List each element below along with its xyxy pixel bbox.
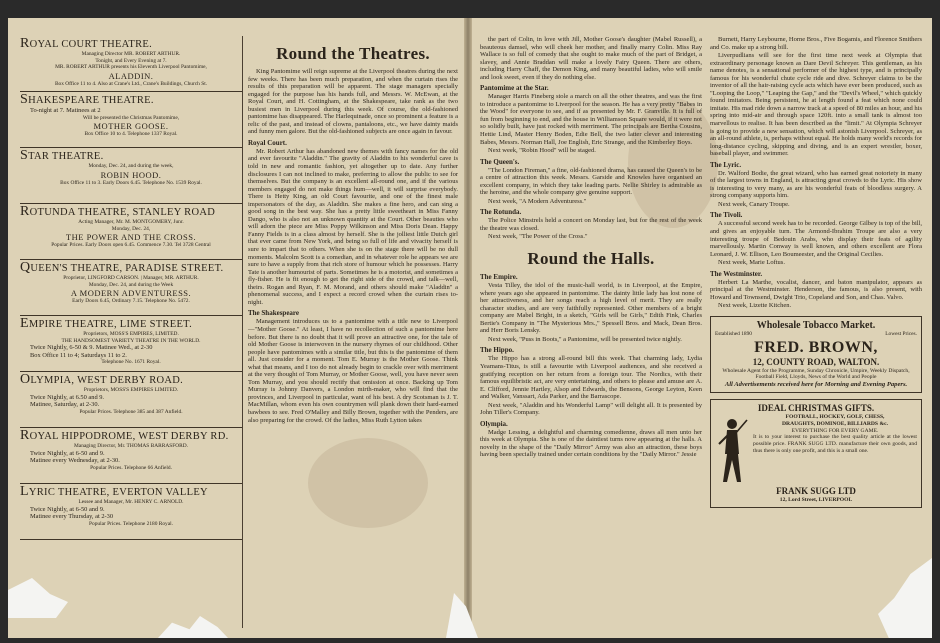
theatre-info-line: Will be presented the Christmas Pantomime,: [82, 114, 180, 121]
article-paragraph: The Hippo has a strong all-round bill this week. That charming lady, Lydia Yeamans-Titus, is still a favourite with Liverpool audiences, and she received a gratifying reception on her return from a foreign tour. The Nordics, with their famous equilibristic act, are very entertaining, and others to please and amuse are A. E. Clifford, Jennie Hartley, Alsop and Edwards, the Bensons, George Leyton, Keen and Walker, Vanssart, Ada Parker, and the Barrascope.: [480, 355, 702, 401]
ad-sugg-line1: FOOTBALL, HOCKEY, GOLF, CHESS,: [785, 414, 885, 421]
article-paragraph: Mr. Robert Arthur has abandoned new themes with fancy names for the old and ever favourite "Aladdin." The gravity of Aladdin to his wonderful cave is told in new and romantic fashion, yet altogether up to date. Any further disclosures I can not inclined to make, preferring to allow the public to see for themselves. But the company is an excellent all-round one, and if the various members engaged do not make things hum—well, it will surprise everybody. There is Hetty King, an old Court favourite, and one of the finest male impersonators of the day, as Aladdin. She makes a fine hero, and can sing a good song in the best way. She has a pretty little sweetheart in Miss Fanny Dango, who is also not an unknown quantity at the Court. Other beauties who will adorn the piece are Miss Poppy Wilkinson and Miss Doris Dean. Happy Fanny Fields is in a class almost by herself. She is the jolliest little Dutch girl that ever came from New York, and being so full of life and vivacity herself is sure to impart that to others. When she is on the stage there will be no dull moments. Malcolm Scott is a comedian, and in whatever role he appears we are sure to have a supply from that rich store of humour which he possesses. Harry Tate is another humourist of parts. Sometimes he is a motorist, and sometimes a fly-fisher. He is fit enough to get the right side of the crowd, and talk—well, theirs. Rogan and Ryan, F. M. Morand, and others should make "Aladdin" a phenomenal success, and I expect a record crowd when the curtain rises to-night.: [248, 147, 458, 306]
section-heading: The Lyric.: [710, 160, 742, 169]
theatre-info-line: Managing Director, Mr. THOMAS BARRASFORD.: [74, 443, 188, 449]
theatre-info-line: Matinee every Wednesday, at 2-30.: [30, 457, 120, 465]
theatre-name: OLYMPIA, WEST DERBY ROAD.: [20, 372, 184, 387]
article-paragraph: A successful second week has to be recorded. George Gilbey is top of the bill, and gives an enjoyable turn. The Armond-Ibrahim Troupe are also a very interesting troupe of Bedouin Arabs, who display their feats of agility marvellously. Martin Conway is well known, and others excellent are Flora Leonard, J. W. Ellison, Leo Boumeester, and the Original Cecilies.: [710, 220, 922, 258]
theatre-info-line: Proprietors, MOSS'S EMPIRES, LIMITED.: [83, 331, 179, 337]
theatre-info-line: Twice Nightly, at 6-50 and 9.: [30, 505, 105, 513]
section-heading: The Queen's.: [480, 157, 520, 166]
ad-sugg-headline: IDEAL CHRISTMAS GIFTS.: [757, 403, 875, 414]
newspaper-spread: [8, 18, 932, 638]
section-heading: The Rotunda.: [480, 208, 522, 217]
theatre-info-line: Monday, Dec. 24,: [111, 225, 151, 232]
ad-sugg-line3: EVERYTHING FOR EVERY GAME.: [791, 427, 879, 434]
ad-brown-desc: Wholesale Agent for the Programme, Sunday Chronicle, Umpire, Weekly Dispatch, Football Field, Lloyds, News of the World and People: [722, 367, 910, 381]
ad-brown-address: 12, COUNTY ROAD, WALTON.: [752, 356, 880, 367]
theatre-show-title: ROBIN HOOD.: [100, 169, 162, 180]
ad-sugg-name: FRANK SUGG LTD: [776, 486, 856, 497]
halls-column: [480, 36, 702, 628]
article-paragraph: Burnett, Harry Leybourne, Horne Bros., Five Bogamis, and Florence Smithers and Co. make up a strong bill.: [710, 36, 922, 51]
theatre-name: SHAKESPEARE THEATRE.: [20, 92, 154, 107]
left-page: [8, 18, 466, 638]
theatre-info-line: Tonight, and Every Evening at 7.: [95, 57, 167, 64]
theatres-heading: Round the Theatres.: [276, 44, 430, 63]
article-paragraph: Vesta Tilley, the idol of the music-hall world, is in Liverpool, at the Empire, where years ago she appeared in pantomime. The dainty little lady has lost none of her attractiveness, and her songs reach a high level of merit. They are really character studies, and are very faithfully represented. Other members of a bright company are Mabel Bright, in a sketch, "Girls will be Girls," Edith Fink, Charles Bertie's Company in "The Mysterious Mrs.," Spessell Bros. and Mack, Dean Bros. and Herr Boris Lensky.: [480, 282, 702, 335]
article-paragraph: Next week, "The Power of the Cross.": [488, 233, 588, 241]
theatre-info-line: Acting Manager, Mr. M. MONTGOMERY, Junr.: [78, 219, 184, 225]
theatre-footer: Early Doors 6.45, Ordinary 7.15. Telephone No. 5472.: [72, 298, 190, 305]
ad-brown-tagline: All Advertisements received here for Morning and Evening Papers.: [724, 381, 908, 389]
theatre-name: STAR THEATRE.: [20, 148, 104, 163]
theatre-listing: [20, 92, 242, 148]
theatre-show-title: THE POWER AND THE CROSS.: [65, 232, 197, 243]
theatre-show-title: ALADDIN.: [108, 70, 154, 81]
theatre-listing: [20, 36, 242, 92]
theatre-listing: [20, 204, 242, 260]
theatre-info-line: Managing Director MR. ROBERT ARTHUR.: [81, 51, 181, 57]
theatre-info-line: Matinee every Thursday, at 2-30: [30, 513, 114, 521]
theatre-info-line: Lessee and Manager, Mr. HENRY C. ARNOLD.: [78, 499, 184, 505]
section-heading: Olympia.: [480, 419, 508, 428]
theatre-info-line: MR. ROBERT ARTHUR presents his Eleventh Liverpool Pantomime,: [55, 64, 207, 71]
theatre-info-line: Monday, Dec. 24, and during the Week: [88, 281, 174, 288]
theatre-name: ROYAL HIPPODROME, WEST DERBY RD.: [20, 428, 229, 443]
section-heading: The Shakespeare: [248, 309, 300, 318]
theatres-article: [248, 36, 458, 628]
ad-sugg-desc: It is to your interest to purchase the best quality article at the lowest possible price. FRANK SUGG LTD. manufacture their own goods, and thus there is only one profit, and this is a small one.: [753, 434, 917, 455]
article-paragraph: Manager Harris Fineberg stole a march on all the other theatres, and was the first to introduce a pantomime to Liverpool for the season. He has a very pretty "Babes in the Wood" for everyone to see, and if as presented by Mr. F. Granville. It is full of fun from beginning to end, and the house in Williamson Square would, if it were not so solidly built, have just rocked with merriment. The principals are Bertha Cousins, Hettie Lind, Master Henry Boden, Edie Bell, the two latter clever and interesting Babes, Messrs. Norman Hall, Joe English, Eric Strange, and the Kimberley Boys.: [480, 93, 702, 146]
theatre-name: EMPIRE THEATRE, LIME STREET.: [20, 316, 193, 331]
theatre-name: ROTUNDA THEATRE, STANLEY ROAD: [20, 204, 216, 219]
theatre-listing: [20, 484, 242, 540]
section-heading: The Westminster.: [710, 269, 763, 278]
theatre-footer: Box Office 10 to 4. Telephone 1337 Royal.: [84, 131, 178, 138]
article-paragraph: Next week, Marie Loftus.: [718, 259, 785, 267]
theatre-info-line: Proprietor, LINGFORD CARSON. | Manager, MR. ARTHUR.: [63, 275, 199, 281]
theatre-name: QUEEN'S THEATRE, PARADISE STREET.: [20, 260, 224, 275]
theatre-listing: [20, 428, 242, 484]
ad-brown-name: FRED. BROWN,: [754, 338, 878, 356]
article-paragraph: Next week, Lizette Kitchen.: [718, 302, 792, 310]
theatre-footer: Popular Prices. Telephone 385 and 387 Anfield.: [79, 408, 183, 415]
frank-sugg-ad: [710, 399, 922, 508]
halls-heading: Round the Halls.: [527, 249, 655, 269]
theatre-info-line: Twice Nightly, at 6-50 and 9.: [30, 449, 105, 457]
article-paragraph: Madge Lessing, a delightful and charming comedienne, draws all men unto her this week at Olympia. She is one of the daintiest turns now appearing at the halls. A novelty in the shape of the "Daily Mirror" Army was also an attraction, these boys having been specially trained under certain conditions by the "Daily Mirror." Jessie: [480, 428, 702, 459]
theatre-listing: [20, 316, 242, 372]
article-paragraph: Management introduces us to a pantomime with a title new to Liverpool—"Mother Goose." At least, I have no recollection of such a pantomime here before. But there is no doubt that it will prove an attractive one, for the tale of old Mother Goose is interwoven in the nursery rhymes of our childhood. Other people have pantomimes with a similar title, but this is the pantomime of them all. Just consider for a moment. Tom E. Murray is the Mother Goose. Think what that means, and I too do not already begin to crackle over with merriment at the very thought of Tom Murray, or Mother Goose, well, you have never seen Tom Murray, and you should rectify that omission at once. Backing up Tom Murray is Johnny Danvers, a London mirth-maker, who will find that the provinces, and Liverpool in particular, want of his best. A dry Scotsman is J. T. MacMillan, whom even his own countrymen will plank down their hard-earned bawbees to see. Fred O'Malley and Billy Brown, together with the Penders, are also preparing for the crowd. Of the ladies, Miss Ruth Lytton takes: [248, 318, 458, 424]
ad-brown-established: Established 1890: [715, 330, 752, 337]
theatre-info-line: THE HANDSOMEST VARIETY THEATRE IN THE WORLD.: [61, 337, 201, 344]
article-paragraph: Next week, "Aladdin and his Wonderful Lamp" will delight all. It is presented by John Tiller's Company.: [480, 401, 702, 417]
theatre-info-line: Box Office 11 to 4; Saturdays 11 to 2.: [30, 351, 127, 359]
article-paragraph: "The London Fireman," a fine, old-fashioned drama, has caused the Queen's to be a centre of attraction this week. Messrs. Garside and Knowles have organised an excellent company, in which they take leading parts. Nellie Shirley is admirable as the heroine, and the whole company give genuine support.: [480, 166, 702, 197]
article-paragraph: Herbert La Marthe, vocalist, dancer, and baton manipulator, appears as principal at the Westminster. Henderson, the famous, is also present, with Howard and Townsend, Dwight Trio, Copeland and Son, and Chas. Valvo.: [710, 278, 922, 301]
theatre-show-title: A MODERN ADVENTURESS.: [70, 288, 192, 299]
theatre-footer: Popular Prices. Telephone 2180 Royal.: [89, 520, 173, 527]
golfer-icon: [715, 416, 749, 486]
theatre-info-line: Twice Nightly, at 6.50 and 9.: [30, 393, 105, 401]
theatre-footer: Box Office 11 to 3. Early Doors 6.45. Telephone No. 1539 Royal.: [60, 179, 202, 186]
theatre-info-line: To-night at 7. Matinees at 2: [30, 107, 101, 114]
article-paragraph: Next week, "Robin Hood" will be staged.: [488, 147, 596, 155]
article-paragraph: Liverpudlians will see for the first time next week at Olympia that extraordinary personage known as Dare Devil Schreyer. This gentleman, as his name denotes, is a sensational performer of the highest type, and is principally famous for his wonderful chute cycle ride and dive. Schreyer claims to be the inventor of all the hair-raising cycle acts which have ever been produced, such as "Looping the Loop," "Leaping the Gap," and the "Devil's Wheel," which quickly found imitators. Being persistent, he at length found a feat which none could imitate. His mad ride down a narrow track at a speed of 80 miles an hour, and his spring into mid-air and through space 120ft. into a small tank is almost too marvellous to realise. It has been described as the "limit." At Olympia Schreyer is going to provide a new sensation, which will astonish Liverpool. Schreyer, as an all-round athlete, is, perhaps without equal. He holds many world's records for long-distance cycling, skipping and diving, and is an expert wrestler, boxer, baseball player, and swimmer.: [710, 52, 922, 158]
fred-brown-ad: [710, 316, 922, 393]
section-heading: The Empire.: [480, 273, 518, 282]
section-heading: The Hippo.: [480, 346, 514, 355]
ad-brown-headline: Wholesale Tobacco Market.: [756, 319, 876, 331]
theatre-listing: [20, 260, 242, 316]
article-paragraph: Dr. Walford Bodie, the great wizard, who has earned great notoriety in many of the largest towns in England, is attracting great crowds to the Lyric. His show is interesting to very many, as are his wonderful feats of bloodless surgery. A strong company supports him.: [710, 169, 922, 200]
article-paragraph: Next week, "Puss in Boots," a Pantomime, will be presented twice nightly.: [488, 335, 682, 343]
theatre-info-line: Matinee, Saturday, at 2-30.: [30, 401, 100, 409]
ad-sugg-line2: DRAUGHTS, DOMINOE, BILLIARDS &c.: [782, 420, 888, 427]
section-heading: Royal Court.: [248, 138, 287, 147]
right-column: [710, 36, 922, 628]
ad-sugg-address: 12, Lord Street, LIVERPOOL: [779, 497, 853, 504]
theatre-listing: [20, 372, 242, 428]
theatre-show-title: MOTHER GOOSE.: [93, 121, 169, 132]
ad-brown-prices: Lowest Prices.: [885, 330, 917, 337]
section-heading: Pantomime at the Star.: [480, 84, 549, 93]
theatre-name: ROYAL COURT THEATRE.: [20, 36, 153, 51]
section-heading: The Tivoli.: [710, 211, 743, 220]
theatre-info-line: Twice Nightly, 6-50 & 9. Matinee Wed., at 2-30: [30, 344, 153, 352]
theatre-footer: Box Office 11 to 4. Also at Crane's Ltd., Crane's Buildings, Church St.: [54, 80, 208, 87]
theatre-listings: [20, 36, 243, 628]
article-paragraph: The Police Minstrels held a concert on Monday last, but for the rest of the week the theatre was closed.: [480, 217, 702, 232]
theatre-info-line: Proprietors, MOSS'S EMPIRES LIMITED.: [83, 387, 179, 393]
theatre-footer: Popular Prices. Early Doors open 6.45. Commence 7.30. Tel 3728 Central: [51, 242, 211, 249]
article-paragraph: King Pantomime will reign supreme at the Liverpool theatres during the next few weeks. There has been much preparation, and when the curtain rises the results of this preparation will be apparent. The stage managers specially engaged for the purpose has his hands full, and Messrs. W. McEwan, at the Royal Court, and H. Cottingham, at the Shakespeare, take rank as the two busiest men in Liverpool during this week. Of course, the old-fashioned pantomime has disappeared. The Harlequinade, once so prominent a feature is a relic of the past, and instead of clowns, pantaloons, etc., we have dainty maids and funny men galore. But the old-fashioned subjects are once again in favour.: [248, 68, 458, 136]
theatre-listing: [20, 148, 242, 204]
theatre-info-line: Monday, Dec. 24, and during the week,: [88, 163, 174, 169]
article-paragraph: Next week, "A Modern Adventuress.": [488, 197, 587, 205]
theatre-name: LYRIC THEATRE, EVERTON VALLEY: [20, 484, 208, 499]
theatre-footer: Telephone No. 1671 Royal.: [101, 359, 161, 366]
article-paragraph: Next week, Canary Troupe.: [718, 200, 790, 208]
article-paragraph: the part of Colin, in love with Jill, Mother Goose's daughter (Mabel Russell), a beauteous damsel, who will cheek her mother, and finally marry Colin. Miss Ray Wallace is so full of comedy that she ought to make much of the part of Bridget, a slavey, and Annie Braddan will make a lovely Fairy Queen. There are others, including Harry Chaff, the Demon King, and many beautiful ladies, who will smile and look sweet, even if they do nothing else.: [480, 36, 702, 81]
theatre-footer: Popular Prices. Telephone 66 Anfield.: [90, 464, 172, 471]
right-page: [470, 18, 932, 638]
